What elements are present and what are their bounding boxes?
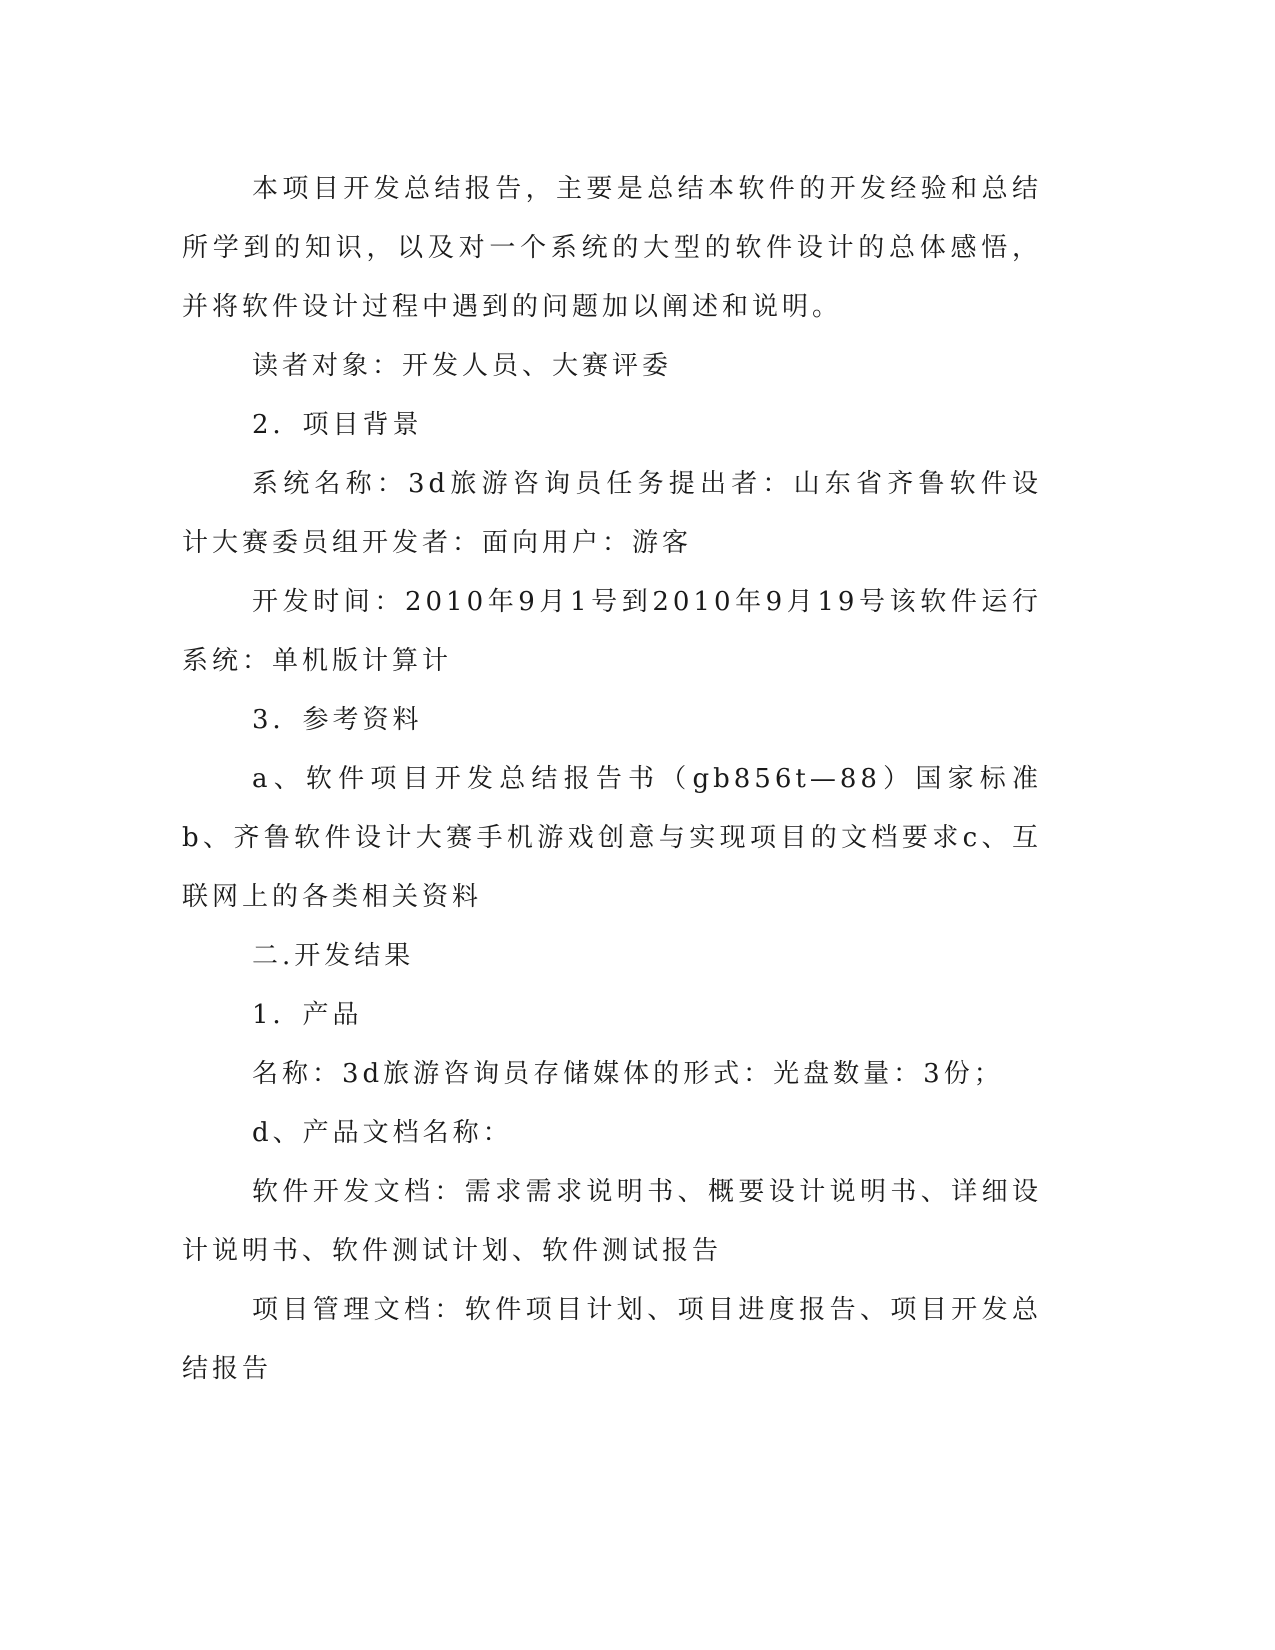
document-body (182, 160, 1042, 1399)
paragraph-purpose: 本项目开发总结报告，主要是总结本软件的开发经验和总结所学到的知识，以及对一个系统的大型的软件设计的总体感悟，并将软件设计过程中遇到的问题加以阐述和说明。 (182, 174, 1042, 322)
section-heading-references: 3．参考资料 (252, 705, 423, 735)
paragraph-dev-time: 开发时间：2010年9月1号到2010年9月19号该软件运行系统：单机版计算计 (182, 587, 1042, 676)
paragraph-system-name: 系统名称：3d旅游咨询员任务提出者：山东省齐鲁软件设计大赛委员组开发者：面向用户：游客 (182, 469, 1042, 558)
section-heading-results: 二.开发结果 (252, 941, 415, 971)
paragraph-dev-docs: 软件开发文档：需求需求说明书、概要设计说明书、详细设计说明书、软件测试计划、软件测试报告 (182, 1177, 1042, 1266)
section-heading-background: 2．项目背景 (252, 410, 423, 440)
section-heading-product: 1．产品 (252, 1000, 363, 1030)
paragraph-product-docs: d、产品文档名称： (252, 1118, 513, 1148)
paragraph-product-name: 名称：3d旅游咨询员存储媒体的形式：光盘数量：3份； (252, 1059, 1004, 1089)
paragraph-audience: 读者对象：开发人员、大赛评委 (252, 351, 673, 381)
paragraph-mgmt-docs: 项目管理文档：软件项目计划、项目进度报告、项目开发总结报告 (182, 1295, 1042, 1384)
paragraph-references: a、软件项目开发总结报告书（gb856t—88）国家标准b、齐鲁软件设计大赛手机游戏创意与实现项目的文档要求c、互联网上的各类相关资料 (182, 764, 1042, 912)
